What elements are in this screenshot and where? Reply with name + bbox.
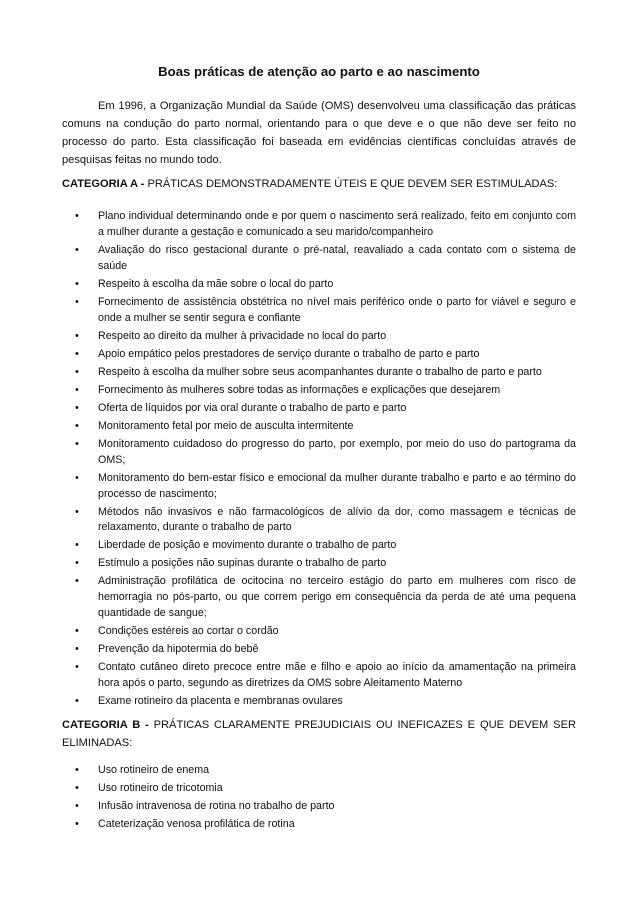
list-item bbox=[62, 347, 576, 363]
bullet-icon: • bbox=[75, 539, 79, 552]
list-item-text: Condições estéreis ao cortar o cordão bbox=[98, 625, 279, 638]
bullet-icon: • bbox=[75, 782, 79, 794]
list-item bbox=[62, 437, 576, 469]
list-item bbox=[62, 556, 576, 572]
list-item bbox=[62, 763, 576, 779]
bullet-icon: • bbox=[75, 557, 79, 570]
intro-text: Em 1996, a Organização Mundial da Saúde (OMS) desenvolveu uma classificação das práticas comuns na condução do parto normal, orientando para o que deve e o que não deve ser feito no processo do parto. Esta classificação foi baseada em evidências científicas concluídas através de pesquisas feitas no mundo todo. bbox=[62, 100, 576, 167]
list-item bbox=[62, 781, 576, 797]
list-item bbox=[62, 329, 576, 345]
category-a-heading bbox=[62, 175, 576, 193]
list-item-text: Uso rotineiro de enema bbox=[98, 764, 210, 776]
list-item-text: Monitoramento do bem-estar físico e emocional da mulher durante trabalho e parto e ao término do processo de nascimento; bbox=[98, 471, 576, 500]
list-item bbox=[62, 817, 576, 833]
bullet-icon: • bbox=[75, 347, 79, 360]
list-item-text: Contato cutâneo direto precoce entre mãe e filho e apoio ao início da amamentação na primeira hora após o parto, segundo as diretrizes da OMS sobre Aleitamento Materno bbox=[98, 661, 576, 690]
list-item-text: Oferta de líquidos por via oral durante o trabalho de parto e parto bbox=[98, 401, 407, 414]
list-item-text: Monitoramento fetal por meio de ausculta intermitente bbox=[98, 419, 354, 432]
bullet-icon: • bbox=[75, 329, 79, 342]
bullet-icon: • bbox=[75, 243, 79, 256]
bullet-icon: • bbox=[75, 505, 79, 518]
bullet-icon: • bbox=[75, 764, 79, 776]
list-item bbox=[62, 660, 576, 692]
category-b-heading bbox=[62, 716, 576, 752]
list-item bbox=[62, 642, 576, 658]
category-a-text: PRÁTICAS DEMONSTRADAMENTE ÚTEIS E QUE DEVEM SER ESTIMULADAS: bbox=[144, 178, 558, 190]
list-item bbox=[62, 505, 576, 537]
list-item bbox=[62, 471, 576, 503]
bullet-icon: • bbox=[75, 401, 79, 414]
bullet-icon: • bbox=[75, 695, 79, 708]
list-item bbox=[62, 419, 576, 435]
category-a-list bbox=[62, 209, 576, 712]
list-item-text: Avaliação do risco gestacional durante o pré-natal, reavaliado a cada contato com o sistema de saúde bbox=[98, 243, 576, 272]
list-item-text: Cateterização venosa profilática de rotina bbox=[98, 818, 295, 830]
list-item bbox=[62, 574, 576, 622]
list-item-text: Administração profilática de ocitocina no terceiro estágio do parto em mulheres com risco de hemorragia no pós-parto, ou que correm perigo em consequência da perda de até uma pequena quantidade de sangue; bbox=[98, 575, 576, 620]
page-title: Boas práticas de atenção ao parto e ao nascimento bbox=[158, 64, 480, 79]
bullet-icon: • bbox=[75, 471, 79, 484]
list-item bbox=[62, 365, 576, 381]
list-item-text: Fornecimento às mulheres sobre todas as informações e explicações que desejarem bbox=[98, 383, 501, 396]
list-item bbox=[62, 295, 576, 327]
list-item-text: Respeito ao direito da mulher à privacidade no local do parto bbox=[98, 329, 387, 342]
list-item bbox=[62, 799, 576, 815]
list-item-text: Exame rotineiro da placenta e membranas ovulares bbox=[98, 695, 343, 708]
list-item-text: Estímulo a posições não supinas durante o trabalho de parto bbox=[98, 557, 387, 570]
list-item-text: Fornecimento de assistência obstétrica no nível mais periférico onde o parto for viável e seguro e onde a mulher se sentir segura e confiante bbox=[98, 295, 576, 324]
list-item-text: Plano individual determinando onde e por quem o nascimento será realizado, feito em conjunto com a mulher durante a gestação e comunicado a seu marido/companheiro bbox=[98, 210, 576, 238]
list-item bbox=[62, 243, 576, 275]
bullet-icon: • bbox=[75, 365, 79, 378]
list-item bbox=[62, 694, 576, 710]
list-item bbox=[62, 383, 576, 399]
bullet-icon: • bbox=[75, 295, 79, 308]
list-item-text: Uso rotineiro de tricotomia bbox=[98, 782, 223, 794]
intro-paragraph bbox=[62, 97, 576, 169]
list-item-text: Métodos não invasivos e não farmacológicos de alívio da dor, como massagem e técnicas de relaxamento, durante o trabalho de parto bbox=[98, 505, 576, 534]
bullet-icon: • bbox=[75, 383, 79, 396]
bullet-icon: • bbox=[75, 625, 79, 638]
bullet-icon: • bbox=[75, 818, 79, 830]
list-item-text: Apoio empático pelos prestadores de serviço durante o trabalho de parto e parto bbox=[98, 347, 480, 360]
bullet-icon: • bbox=[75, 419, 79, 432]
category-b-list bbox=[62, 763, 576, 835]
list-item-text: Respeito à escolha da mãe sobre o local do parto bbox=[98, 277, 334, 290]
category-b-label: CATEGORIA B - bbox=[62, 719, 149, 731]
category-b-text: PRÁTICAS CLARAMENTE PREJUDICIAIS OU INEFICAZES E QUE DEVEM SER ELIMINADAS: bbox=[62, 719, 576, 749]
bullet-icon: • bbox=[75, 437, 79, 450]
list-item bbox=[62, 624, 576, 640]
list-item-text: Prevenção da hipotermia do bebê bbox=[98, 643, 259, 656]
bullet-icon: • bbox=[75, 800, 79, 812]
bullet-icon: • bbox=[75, 210, 79, 222]
list-item-text: Monitoramento cuidadoso do progresso do parto, por exemplo, por meio do uso do partograma da OMS; bbox=[98, 437, 576, 466]
bullet-icon: • bbox=[75, 643, 79, 656]
list-item bbox=[62, 209, 576, 241]
category-a-label: CATEGORIA A - bbox=[62, 178, 145, 190]
bullet-icon: • bbox=[75, 661, 79, 674]
list-item-text: Liberdade de posição e movimento durante o trabalho de parto bbox=[98, 539, 397, 552]
list-item-text: Infusão intravenosa de rotina no trabalho de parto bbox=[98, 800, 335, 812]
bullet-icon: • bbox=[75, 277, 79, 290]
bullet-icon: • bbox=[75, 575, 79, 588]
list-item bbox=[62, 277, 576, 293]
list-item bbox=[62, 538, 576, 554]
list-item-text: Respeito à escolha da mulher sobre seus acompanhantes durante o trabalho de parto e parto bbox=[98, 365, 542, 378]
list-item bbox=[62, 401, 576, 417]
